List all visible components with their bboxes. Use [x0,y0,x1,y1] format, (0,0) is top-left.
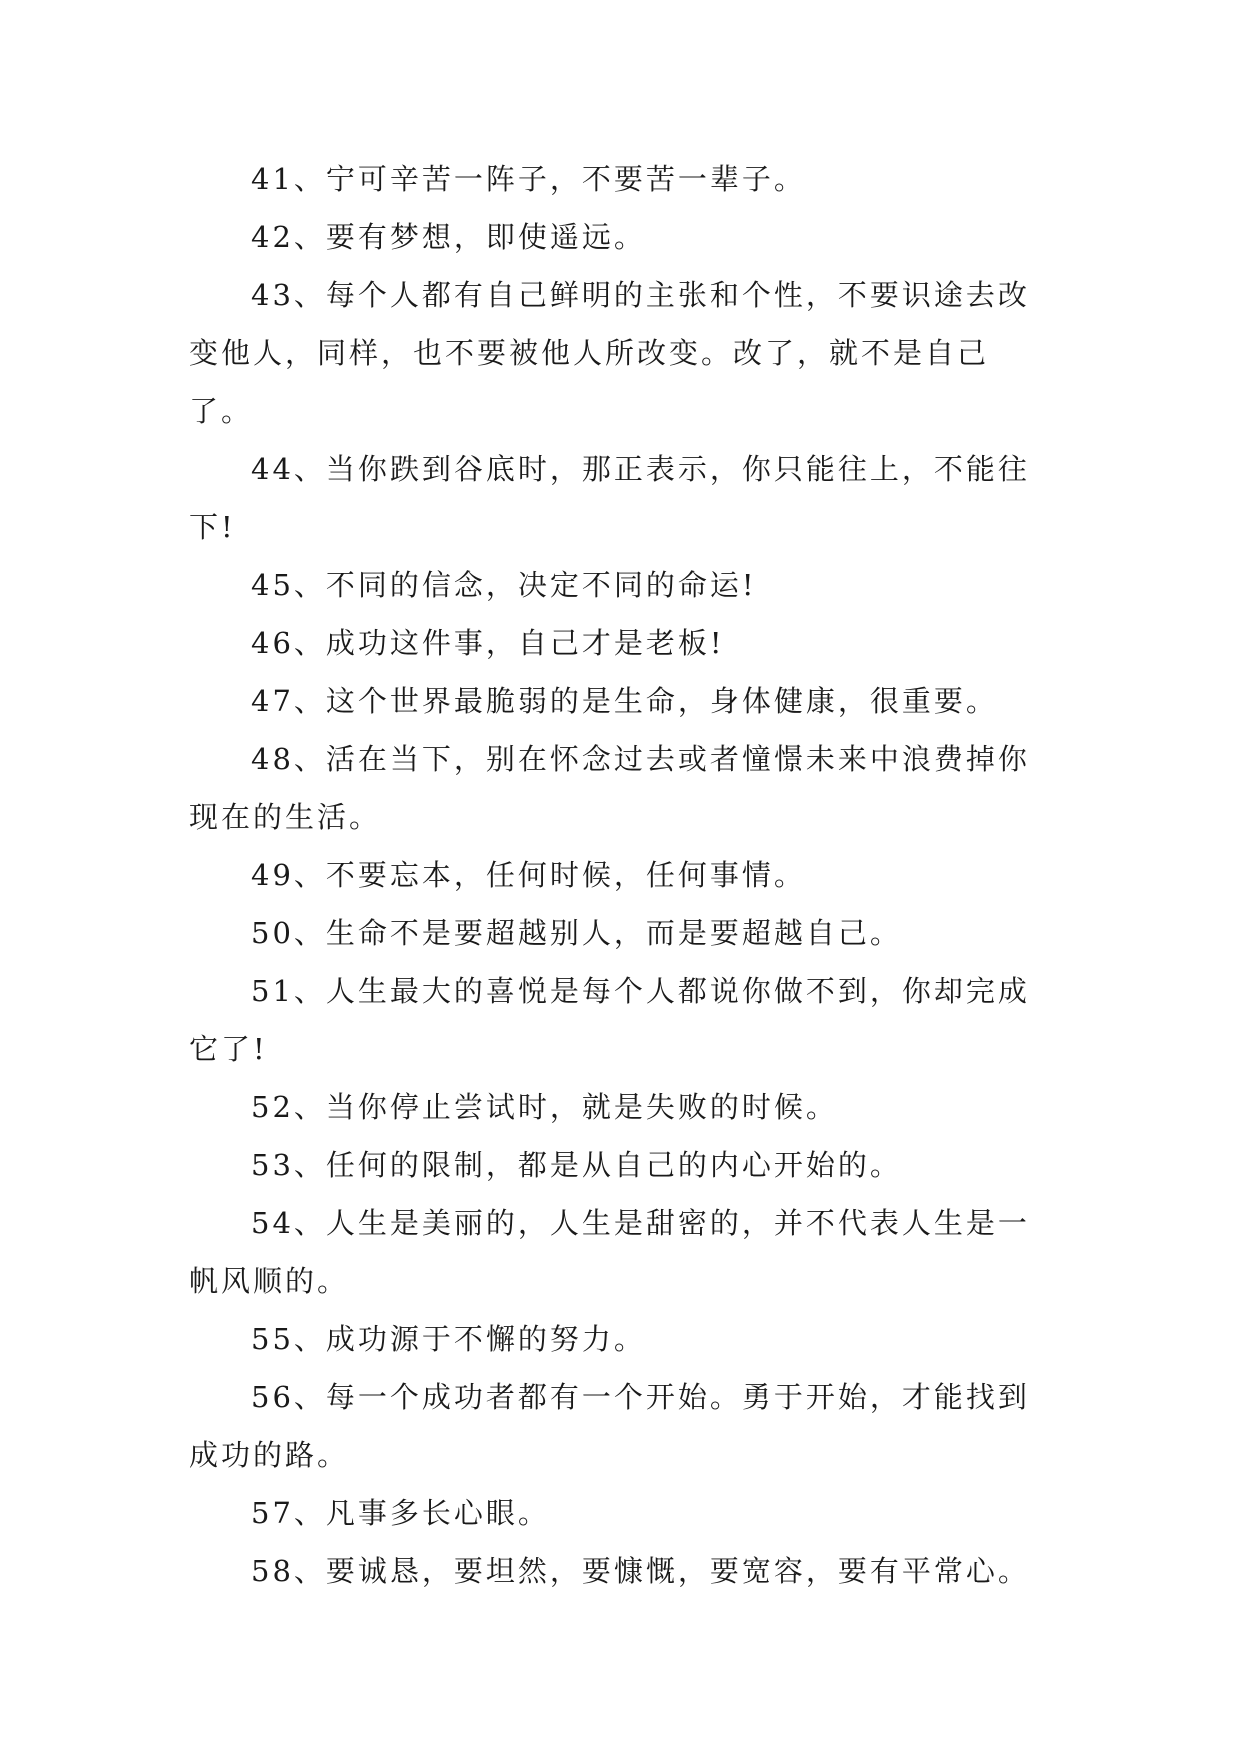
paragraph-56: 56、每一个成功者都有一个开始。勇于开始，才能找到成功的路。 [189,1380,1030,1472]
paragraph-46: 46、成功这件事，自己才是老板! [251,626,725,660]
document-body [189,150,1049,1600]
paragraph-53: 53、任何的限制，都是从自己的内心开始的。 [251,1148,902,1182]
paragraph-58: 58、要诚恳，要坦然，要慷慨，要宽容，要有平常心。 [251,1554,1030,1588]
paragraph-49: 49、不要忘本，任何时候，任何事情。 [251,858,806,892]
paragraph-42: 42、要有梦想，即使遥远。 [251,220,646,254]
paragraph-55: 55、成功源于不懈的努力。 [251,1322,646,1356]
paragraph-57: 57、凡事多长心眼。 [251,1496,550,1530]
paragraph-44: 44、当你跌到谷底时，那正表示，你只能往上，不能往下! [189,452,1030,544]
paragraph-54: 54、人生是美丽的，人生是甜密的，并不代表人生是一帆风顺的。 [189,1206,1030,1298]
paragraph-43: 43、每个人都有自己鲜明的主张和个性，不要识途去改变他人，同样，也不要被他人所改变。改了，就不是自己了。 [189,278,1030,428]
paragraph-52: 52、当你停止尝试时，就是失败的时候。 [251,1090,838,1124]
paragraph-48: 48、活在当下，别在怀念过去或者憧憬未来中浪费掉你现在的生活。 [189,742,1030,834]
paragraph-41: 41、宁可辛苦一阵子，不要苦一辈子。 [251,162,806,196]
paragraph-50: 50、生命不是要超越别人，而是要超越自己。 [251,916,902,950]
paragraph-47: 47、这个世界最脆弱的是生命，身体健康，很重要。 [251,684,998,718]
paragraph-51: 51、人生最大的喜悦是每个人都说你做不到，你却完成它了! [189,974,1030,1066]
paragraph-45: 45、不同的信念，决定不同的命运! [251,568,757,602]
